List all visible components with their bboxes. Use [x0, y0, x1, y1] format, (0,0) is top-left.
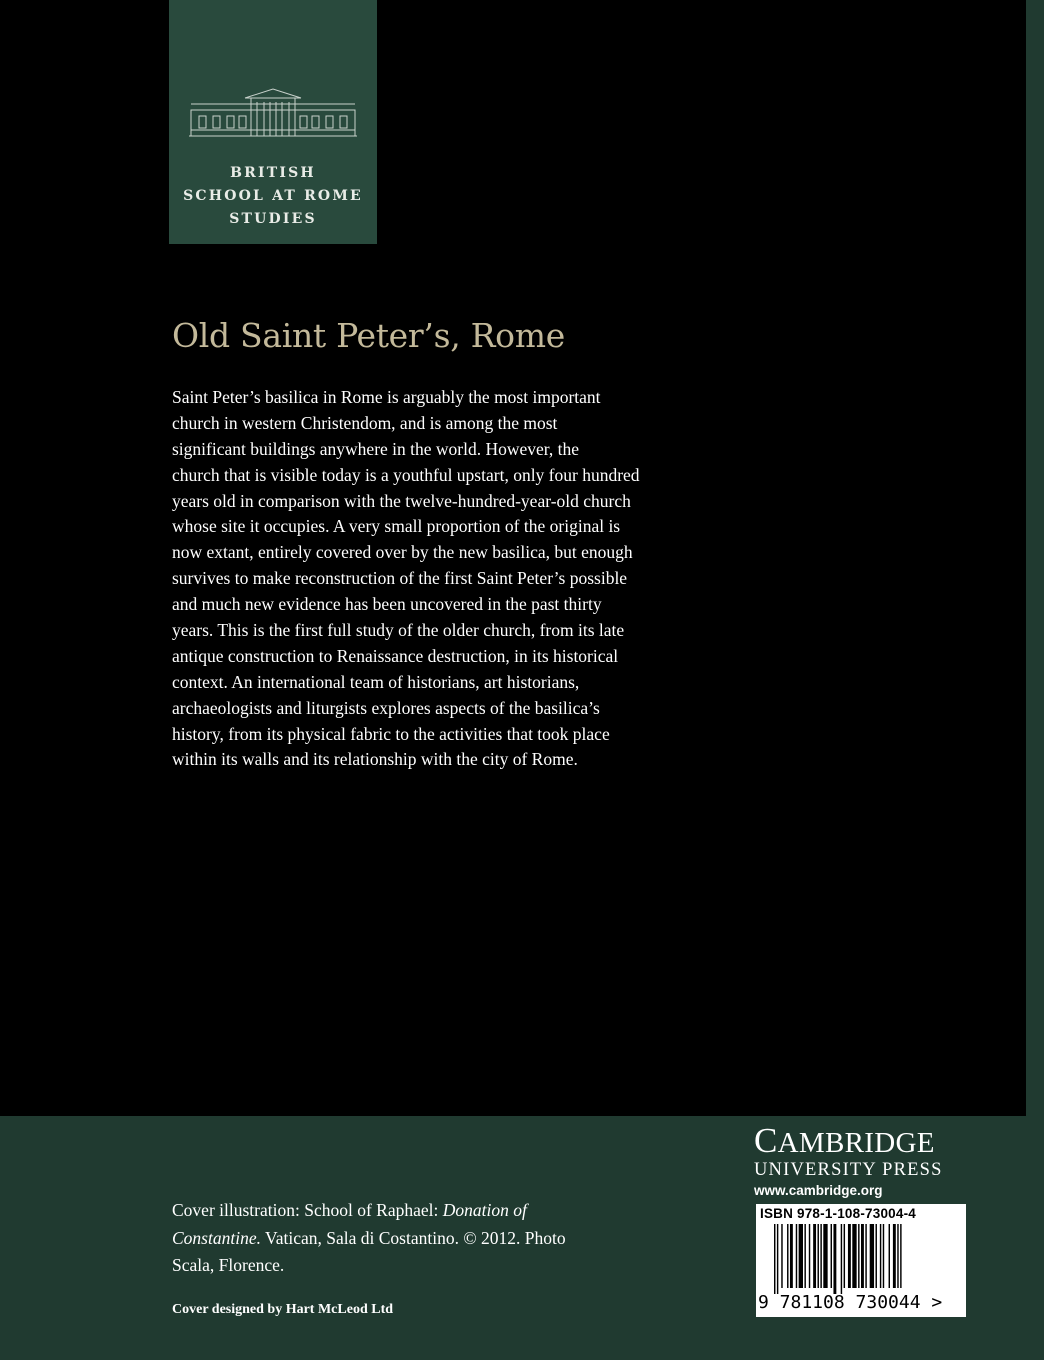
barcode-bar — [777, 1224, 778, 1294]
barcode-bar — [787, 1224, 788, 1288]
series-line-1: BRITISH — [230, 165, 316, 181]
barcode-digits: 9 781108 730044 > — [758, 1292, 943, 1313]
cover-credit — [172, 1197, 612, 1280]
barcode-bar — [848, 1224, 851, 1288]
barcode-bar — [844, 1224, 845, 1288]
barcode-bar — [804, 1224, 805, 1288]
series-line-3: STUDIES — [229, 211, 317, 227]
barcode-bar — [897, 1224, 898, 1288]
blurb-line: significant buildings anywhere in the world. However, the — [172, 438, 580, 459]
blurb-line: history, from its physical fabric to the activities that took place — [172, 723, 610, 744]
barcode-bar — [823, 1224, 827, 1288]
barcode-bar — [796, 1224, 797, 1288]
publisher-logo — [754, 1121, 968, 1202]
barcode-bar — [841, 1224, 842, 1294]
barcode-bar — [880, 1224, 881, 1288]
publisher-url: www.cambridge.org — [754, 1183, 883, 1198]
cover-designer-credit: Cover designed by Hart McLeod Ltd — [172, 1302, 394, 1317]
artwork-title-part-1: Donation of — [442, 1200, 527, 1220]
barcode-bar — [781, 1224, 782, 1288]
barcode-bar — [818, 1224, 819, 1288]
publisher-name — [754, 1121, 968, 1160]
book-blurb — [172, 385, 712, 773]
blurb-line: whose site it occupies. A very small proportion of the original is — [172, 516, 621, 537]
blurb-line: within its walls and its relationship with the city of Rome. — [172, 749, 578, 770]
credit-line-3: Scala, Florence. — [172, 1255, 285, 1275]
barcode-bar — [858, 1224, 859, 1288]
blurb-line: church in western Christendom, and is among the most — [172, 412, 558, 433]
barcode-bar — [889, 1224, 890, 1288]
artwork-title-part-2: Constantine. — [172, 1227, 261, 1248]
barcode-icon — [774, 1224, 954, 1294]
barcode-bar — [831, 1224, 832, 1288]
blurb-line: years old in comparison with the twelve-hundred-year-old church — [172, 490, 631, 511]
barcode-bar — [893, 1224, 896, 1288]
barcode-bar — [799, 1224, 803, 1288]
blurb-line: archaeologists and liturgists explores aspects of the basilica’s — [172, 697, 600, 718]
barcode-bar — [809, 1224, 810, 1288]
series-panel — [169, 0, 377, 244]
blurb-line: survives to make reconstruction of the first Saint Peter’s possible — [172, 568, 628, 589]
credit-line-1 — [172, 1197, 612, 1225]
credit-prefix: Cover illustration: School of Raphael: — [172, 1200, 443, 1220]
barcode-bar — [790, 1224, 793, 1288]
blurb-line: and much new evidence has been uncovered in the past thirty — [172, 594, 602, 615]
blurb-line: Saint Peter’s basilica in Rome is arguably the most important — [172, 387, 601, 407]
blurb-line: church that is visible today is a youthful upstart, only four hundred — [172, 464, 640, 485]
publisher-name-rest: AMBRIDGE — [777, 1127, 935, 1159]
barcode-bar — [813, 1224, 816, 1288]
barcode-bar — [865, 1224, 866, 1288]
barcode-bar — [833, 1224, 836, 1294]
publisher-press: UNIVERSITY PRESS — [754, 1160, 943, 1180]
blurb-line: context. An international team of historians, art historians, — [172, 671, 580, 692]
barcode-bar — [900, 1224, 901, 1288]
isbn-label: ISBN 978-1-108-73004-4 — [760, 1206, 916, 1221]
barcode-bar — [883, 1224, 884, 1288]
book-title: Old Saint Peter’s, Rome — [172, 316, 565, 355]
building-facade-icon — [189, 88, 357, 138]
barcode-bar — [852, 1224, 856, 1288]
barcode-block — [756, 1204, 966, 1317]
publisher-name-initial: C — [754, 1121, 778, 1160]
credit-location: Vatican, Sala di Costantino. © 2012. Photo — [260, 1227, 566, 1248]
blurb-line: years. This is the first full study of the older church, from its late — [172, 620, 625, 641]
barcode-bar — [774, 1224, 775, 1294]
blurb-line: antique construction to Renaissance destruction, in its historical — [172, 645, 619, 666]
barcode-bar — [870, 1224, 874, 1288]
spine-edge-strip — [1026, 0, 1044, 1116]
footer-band — [0, 1116, 1044, 1360]
credit-line-2 — [172, 1225, 612, 1253]
barcode-bar — [820, 1224, 821, 1288]
barcode-bar — [876, 1224, 877, 1288]
barcode-bar — [861, 1224, 864, 1288]
series-line-2: SCHOOL AT ROME — [183, 188, 363, 204]
blurb-line: now extant, entirely covered over by the new basilica, but enough — [172, 542, 633, 563]
